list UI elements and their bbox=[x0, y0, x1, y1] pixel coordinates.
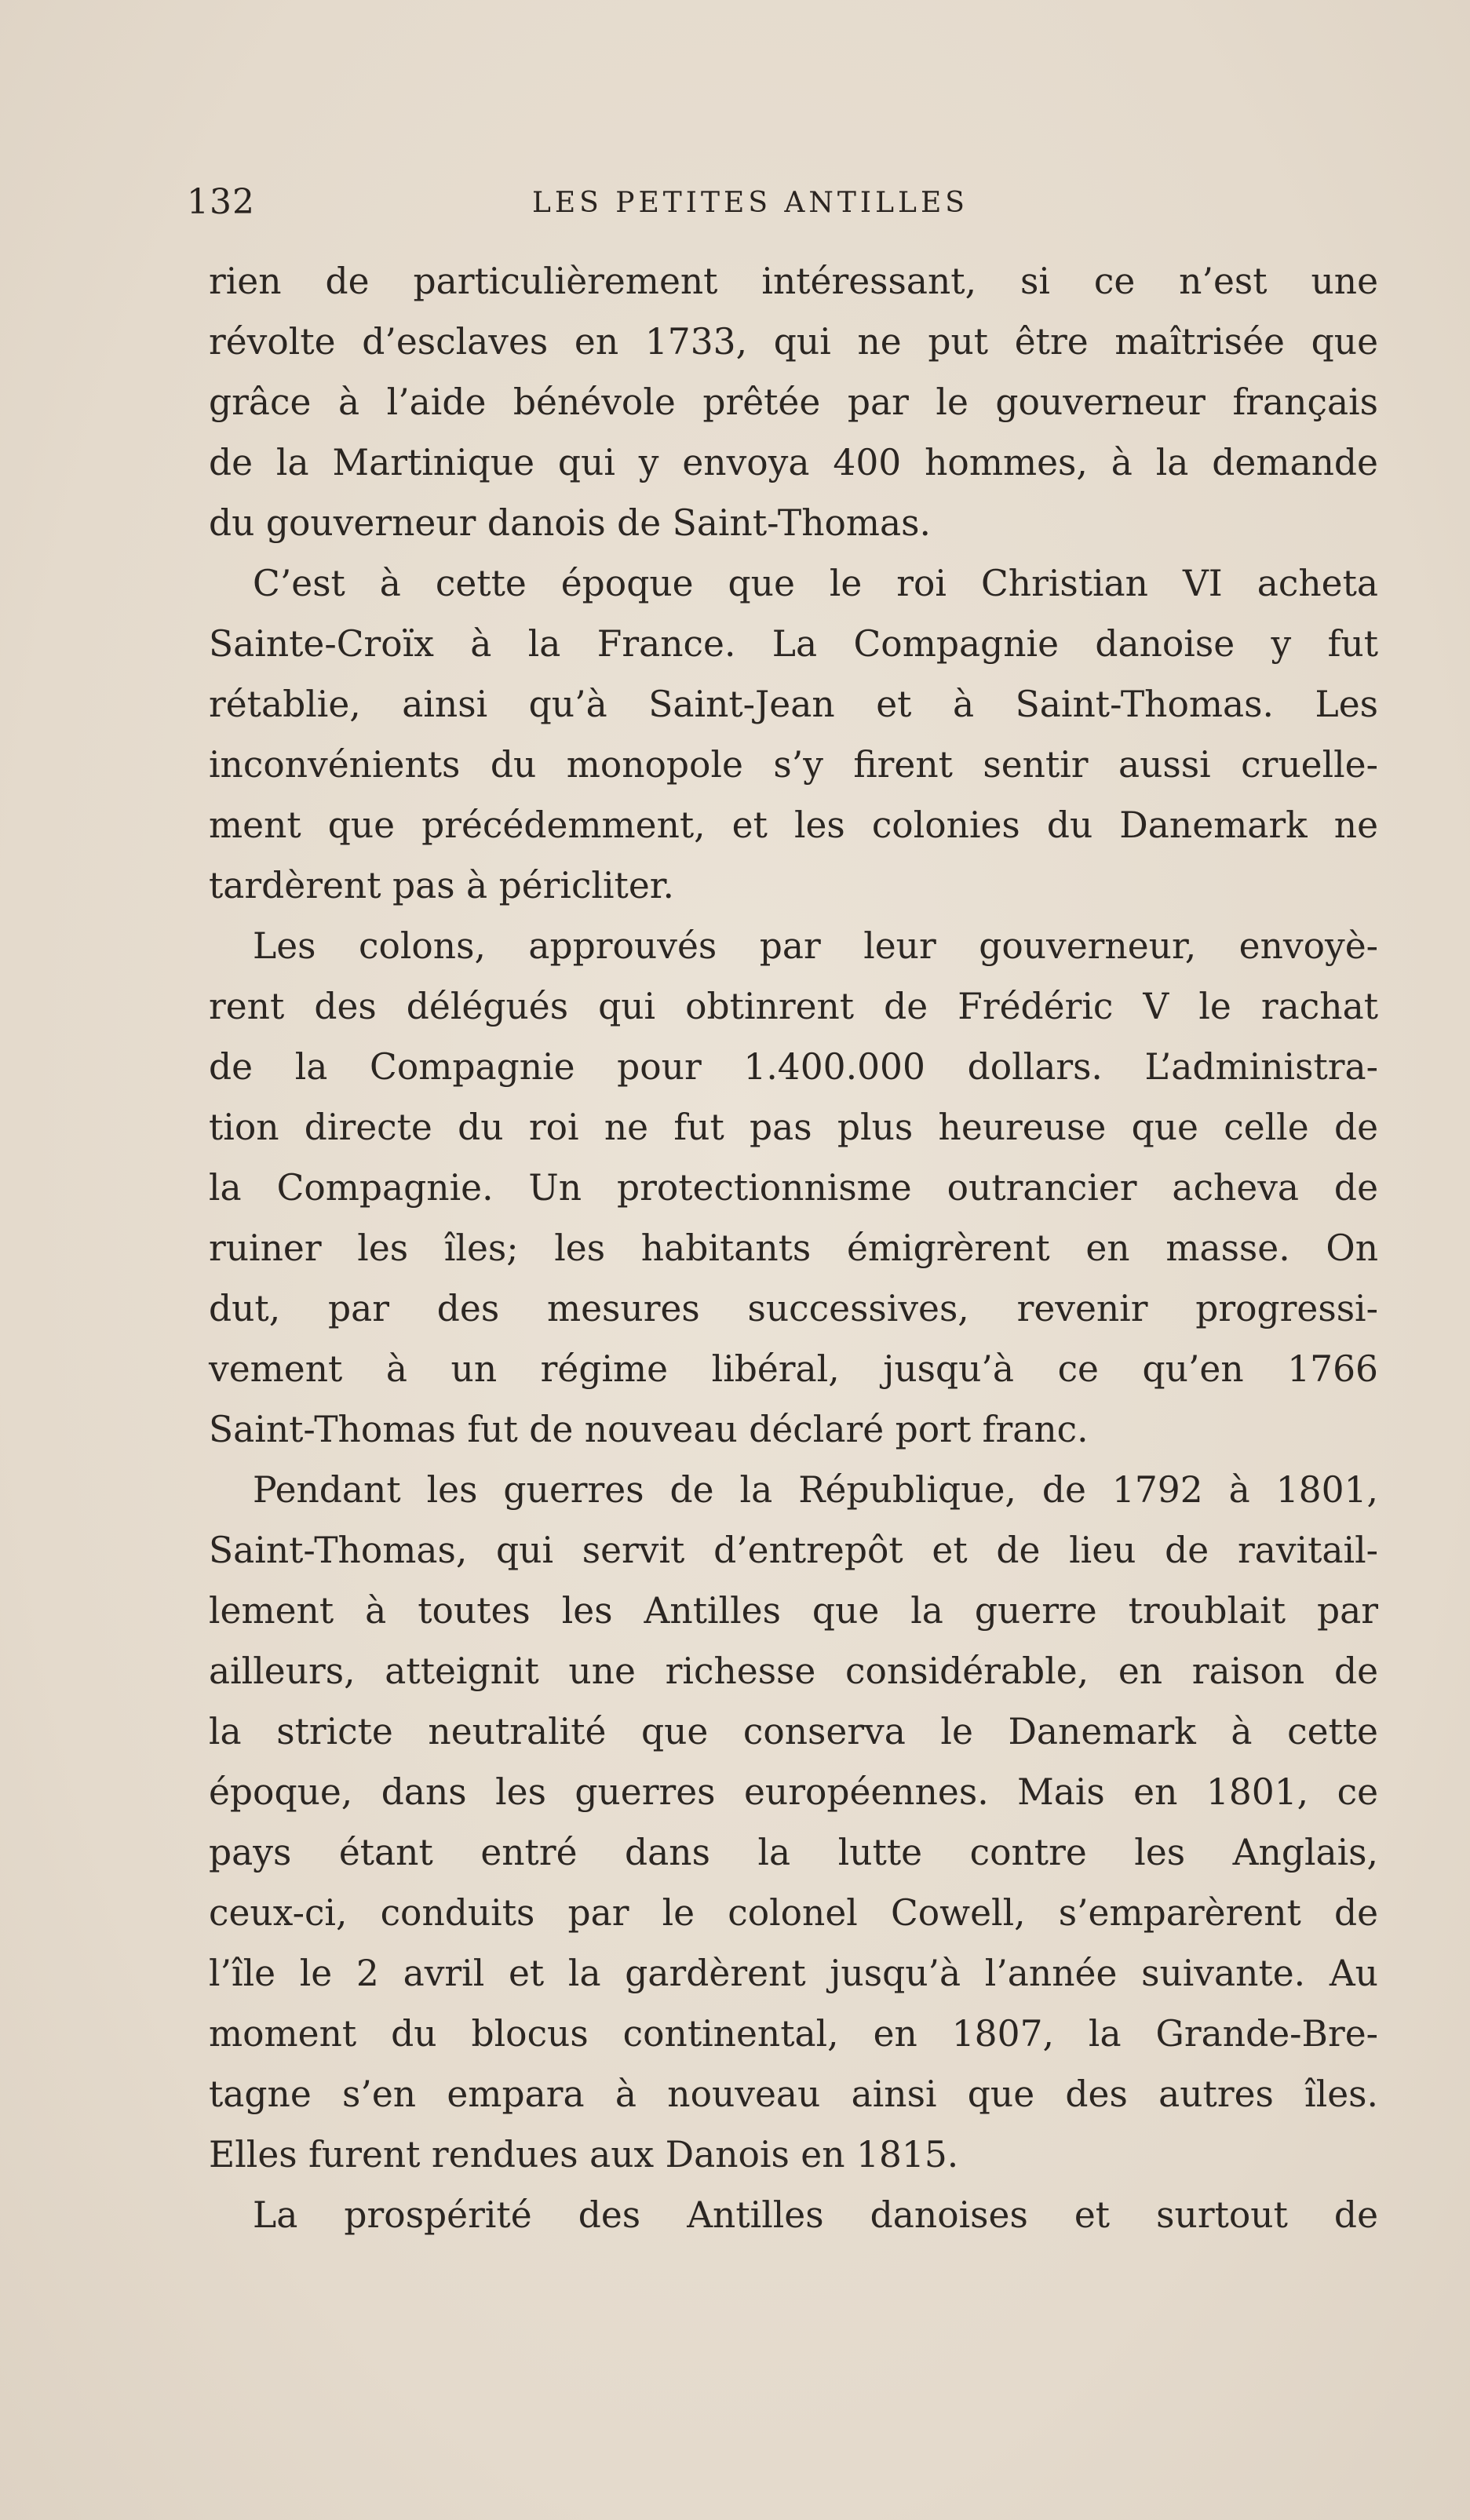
text-line: pays étant entré dans la lutte contre les Anglais, bbox=[209, 1832, 1378, 1873]
text-line: Saint-Thomas fut de nouveau déclaré port franc. bbox=[209, 1409, 1089, 1450]
paragraph-start-line: C’est à cette époque que le roi Christian VI acheta bbox=[253, 563, 1378, 604]
paragraph-start-line: Pendant les guerres de la République, de 1792 à 1801, bbox=[253, 1469, 1378, 1511]
text-line: rétablie, ainsi qu’à Saint-Jean et à Saint-Thomas. Les bbox=[209, 684, 1378, 725]
text-line: tion directe du roi ne fut pas plus heureuse que celle de bbox=[209, 1107, 1378, 1148]
text-line: grâce à l’aide bénévole prêtée par le gouverneur français bbox=[209, 381, 1378, 423]
text-line: Elles furent rendues aux Danois en 1815. bbox=[209, 2134, 959, 2175]
text-line: de la Martinique qui y envoya 400 hommes, à la demande bbox=[209, 442, 1378, 483]
text-line: ruiner les îles; les habitants émigrèrent en masse. On bbox=[209, 1227, 1378, 1269]
text-line: inconvénients du monopole s’y firent sentir aussi cruelle- bbox=[209, 744, 1378, 786]
text-line: lement à toutes les Antilles que la guerre troublait par bbox=[209, 1590, 1378, 1632]
text-line: rien de particulièrement intéressant, si ce n’est une bbox=[209, 261, 1378, 302]
text-line: tardèrent pas à péricliter. bbox=[209, 865, 674, 906]
text-line: dut, par des mesures successives, revenir progressi- bbox=[209, 1288, 1378, 1329]
paragraph-start-line: La prospérité des Antilles danoises et surtout de bbox=[253, 2194, 1378, 2236]
text-line: Sainte-Croïx à la France. La Compagnie danoise y fut bbox=[209, 623, 1378, 665]
text-line: moment du blocus continental, en 1807, la Grande-Bre- bbox=[209, 2013, 1378, 2055]
text-line: rent des délégués qui obtinrent de Frédéric V le rachat bbox=[209, 986, 1378, 1027]
text-line: l’île le 2 avril et la gardèrent jusqu’à l’année suivante. Au bbox=[209, 1953, 1378, 1994]
running-head: LES PETITES ANTILLES bbox=[532, 187, 968, 219]
text-line: de la Compagnie pour 1.400.000 dollars. L’administra- bbox=[209, 1046, 1378, 1088]
text-line: ailleurs, atteignit une richesse considérable, en raison de bbox=[209, 1650, 1378, 1692]
text-line: la stricte neutralité que conserva le Danemark à cette bbox=[209, 1711, 1378, 1752]
text-line: la Compagnie. Un protectionnisme outrancier acheva de bbox=[209, 1167, 1378, 1209]
text-line: Saint-Thomas, qui servit d’entrepôt et de lieu de ravitail- bbox=[209, 1530, 1378, 1571]
text-line: du gouverneur danois de Saint-Thomas. bbox=[209, 502, 931, 544]
page-number: 132 bbox=[187, 182, 255, 222]
text-line: révolte d’esclaves en 1733, qui ne put être maîtrisée que bbox=[209, 321, 1378, 363]
body-text bbox=[209, 251, 1378, 2245]
text-line: ment que précédemment, et les colonies du Danemark ne bbox=[209, 804, 1378, 846]
text-line: tagne s’en empara à nouveau ainsi que des autres îles. bbox=[209, 2073, 1378, 2115]
page-header bbox=[187, 182, 1380, 237]
paragraph-start-line: Les colons, approuvés par leur gouverneur, envoyè- bbox=[253, 925, 1378, 967]
text-line: ceux-ci, conduits par le colonel Cowell, s’emparèrent de bbox=[209, 1892, 1378, 1934]
text-line: vement à un régime libéral, jusqu’à ce qu’en 1766 bbox=[209, 1348, 1378, 1390]
text-line: époque, dans les guerres européennes. Mais en 1801, ce bbox=[209, 1771, 1378, 1813]
